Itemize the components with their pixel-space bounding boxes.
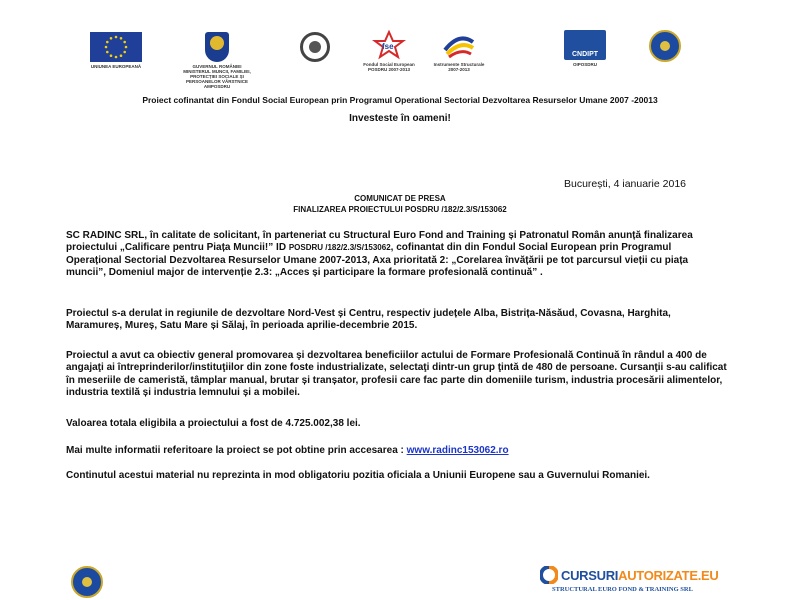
- paragraph-disclaimer: Continutul acestui material nu reprezinta in mod obligatoriu pozitia oficiala a Uniunii Europene sau a Guvernului Romaniei.: [66, 470, 650, 481]
- is-swirl-icon: [441, 30, 477, 60]
- cndipt-logo: [563, 30, 607, 67]
- eu-flag-logo: [88, 32, 144, 69]
- paragraph-objective: Proiectul a avut ca obiectiv general promovarea şi dezvoltarea beneficiilor actului de Formare Profesională Continuă în rândul a 400 de angajaţi ai întreprinderilor/instituţiilor din zone foste industrializate, selectaţi dintr-un grup ţintă de 480 de persoane. Cursanţii s-au calificat în meseriile de cameristă, tâmplar manual, brutar și tranșator, profesii care fac parte din domeniile turism, industria procesării alimentelor, industria textilă și industria lemnului și a mobilei.: [66, 350, 727, 398]
- romanian-government-logo: [178, 32, 256, 89]
- partner-word-1: CURSURI: [561, 567, 619, 583]
- footer-seal-logo: [70, 566, 104, 598]
- document-date: București, 4 ianuarie 2016: [564, 178, 686, 190]
- ministry-seal-logo: [298, 32, 332, 62]
- fse-star-icon: [369, 30, 409, 60]
- press-subtitle: FINALIZAREA PROIECTULUI POSDRU /182/2.3/S/153062: [293, 205, 507, 214]
- intro-text-cont: , cofinantat din din Fondul Social European prin Programul Operațional Sectorial Dezvoltarea Resurselor Umane 2007-2013, Axa prioritată 2: „Corelarea învățării pe tot parcursul vieții cu piața muncii”, Domeniul major de intervenție 2.3: „Acces și participare la formare profesională continuă” .: [66, 242, 689, 278]
- slogan: Investeste în oameni!: [349, 113, 451, 124]
- press-title: COMUNICAT DE PRESA: [354, 194, 446, 203]
- paragraph-intro: [66, 230, 728, 279]
- eu-flag-icon: [90, 32, 142, 62]
- paragraph-regions: Proiectul s-a derulat in regiunile de dezvoltare Nord-Vest și Centru, respectiv județele Alba, Bistrița-Năsăud, Covasna, Harghita, Maramureș, Mureș, Satu Mare și Sălaj, în perioada aprilie-decembrie 2015.: [66, 308, 671, 332]
- crest-icon: [205, 32, 229, 62]
- paragraph-info: [66, 445, 728, 457]
- partner-mark-icon: [540, 566, 558, 584]
- partner-subtitle: STRUCTURAL EURO FOND & TRAINING SRL: [552, 586, 693, 593]
- intro-text: SC RADINC SRL, în calitate de solicitant, în parteneriat cu Structural Euro Fond and Training și Patronatul Român anunță finalizarea proiectului „Calificare pentru Piața Muncii!” ID: [66, 230, 693, 254]
- fse-caption: Fondul Social European POSDRU 2007-2013: [363, 62, 415, 72]
- eu-caption: UNIUNEA EUROPEANĂ: [90, 64, 142, 69]
- info-text: Mai multe informatii referitoare la proiect se pot obtine prin accesarea :: [66, 445, 407, 456]
- gov-caption: GUVERNUL ROMÂNIEI MINISTERUL MUNCII, FAMILIEI, PROTECȚIEI SOCIALE ȘI PERSOANELOR VÂRSTNICE AMPOSDRU: [183, 64, 251, 89]
- seal-icon: [649, 30, 681, 62]
- cndipt-label: CNDIPT: [564, 30, 606, 60]
- partner-logo: [540, 566, 719, 593]
- is-caption: Instrumente Structurale 2007-2013: [433, 62, 485, 72]
- partner-word-2: AUTORIZATE.EU: [618, 567, 719, 583]
- seal-icon: [71, 566, 103, 598]
- paragraph-value: Valoarea totala eligibila a proiectului a fost de 4.725.002,38 lei.: [66, 418, 361, 429]
- seal-icon: [300, 32, 330, 62]
- structural-instruments-logo: [430, 30, 488, 72]
- cofinantat-line: Proiect cofinantat din Fondul Social European prin Programul Operational Sectorial Dezvoltarea Resurselor Umane 2007 -20013: [142, 95, 658, 105]
- romania-seal-logo: [648, 30, 682, 62]
- project-website-link[interactable]: www.radinc153062.ro: [406, 445, 509, 456]
- project-id: POSDRU /182/2.3/S/153062: [288, 243, 391, 253]
- cndipt-caption: OIPOSDRU: [572, 62, 597, 67]
- fse-logo: [360, 30, 418, 72]
- press-title-block: [0, 193, 800, 215]
- svg-text:fse: fse: [382, 42, 394, 51]
